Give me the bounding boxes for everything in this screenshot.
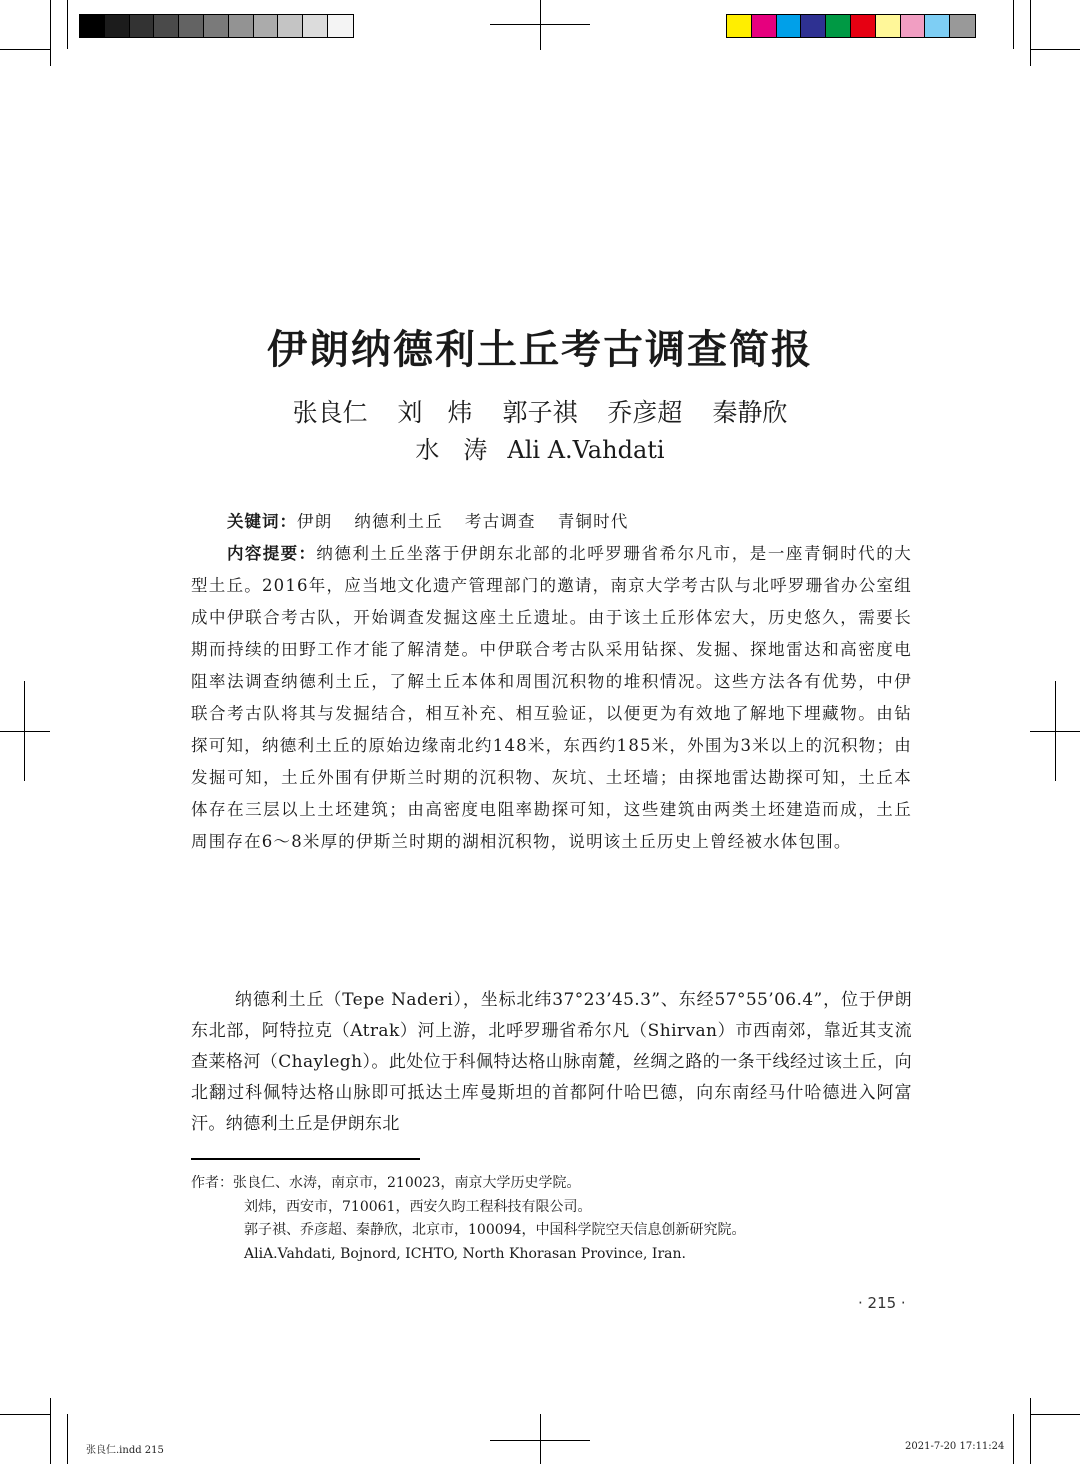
crop-mark-tl-v	[50, 0, 51, 66]
color-swatch	[777, 15, 802, 37]
author-cn: 水 涛	[415, 436, 488, 464]
crop-mark-br-v2	[1013, 1414, 1014, 1464]
gray-swatch	[278, 15, 303, 37]
color-swatch	[925, 15, 950, 37]
crop-mark-tr-v2	[1013, 0, 1014, 49]
crop-mark-left-center-h	[0, 731, 50, 732]
gray-swatch	[130, 15, 155, 37]
gray-swatch	[328, 15, 353, 37]
color-swatch	[727, 15, 752, 37]
color-swatch	[851, 15, 876, 37]
crop-mark-tl-v2	[67, 0, 68, 49]
crop-mark-br-h	[1030, 1414, 1080, 1415]
gray-swatch	[154, 15, 179, 37]
abstract-text: 纳德利土丘坐落于伊朗东北部的北呼罗珊省希尔凡市，是一座青铜时代的大型土丘。2016年，应当地文化遗产管理部门的邀请，南京大学考古队与北呼罗珊省办公室组成中伊联合考古队，开始调查发掘这座土丘遗址。由于该土丘形体宏大，历史悠久，需要长期而持续的田野工作才能了解清楚。中伊联合考古队采用钻探、发掘、探地雷达和高密度电阻率法调查纳德利土丘，了解土丘本体和周围沉积物的堆积情况。这些方法各有优势，中伊联合考古队将其与发掘结合，相互补充、相互验证，以便更为有效地了解地下埋藏物。由钻探可知，纳德利土丘的原始边缘南北约148米，东西约185米，外围为3米以上的沉积物；由发掘可知，土丘外围有伊斯兰时期的沉积物、灰坑、土坯墙；由探地雷达勘探可知，土丘本体存在三层以上土坯建筑；由高密度电阻率勘探可知，这些建筑由两类土坯建造而成，土丘周围存在6～8米厚的伊斯兰时期的湖相沉积物，说明该土丘历史上曾经被水体包围。	[191, 544, 912, 851]
crop-mark-tr-v	[1030, 0, 1031, 66]
crop-mark-bottom-center-h	[490, 1440, 590, 1441]
crop-mark-bottom-center-v	[540, 1414, 541, 1464]
crop-mark-bl-v	[50, 1398, 51, 1464]
crop-mark-top-center-v	[540, 0, 541, 50]
footnote-rule	[191, 1158, 420, 1160]
author-line-2	[0, 430, 1080, 465]
crop-mark-bl-v2	[67, 1414, 68, 1464]
author-footnote	[191, 1172, 921, 1266]
page-number: · 215 ·	[858, 1294, 906, 1312]
color-calibration-bar	[726, 14, 976, 38]
crop-mark-tr-h	[1030, 49, 1080, 50]
abstract-paragraph	[191, 538, 912, 858]
grayscale-bar	[79, 14, 354, 38]
crop-mark-tl-h	[0, 49, 50, 50]
gray-swatch	[254, 15, 279, 37]
gray-swatch	[179, 15, 204, 37]
color-swatch	[801, 15, 826, 37]
footnote-line: AliA.Vahdati, Bojnord, ICHTO, North Khorasan Province, Iran.	[244, 1245, 686, 1262]
footnote-label: 作者：	[191, 1175, 233, 1191]
color-swatch	[876, 15, 901, 37]
footnote-line: 郭子祺、乔彦超、秦静欣，北京市，100094，中国科学院空天信息创新研究院。	[244, 1222, 746, 1238]
gray-swatch	[80, 15, 105, 37]
gray-swatch	[229, 15, 254, 37]
body-paragraph: 纳德利土丘（Tepe Naderi），坐标北纬37°23’45.3”、东经57°55’06.4”，位于伊朗东北部，阿特拉克（Atrak）河上游，北呼罗珊省希尔凡（Shirvan）市西南郊，靠近其支流查莱格河（Chaylegh）。此处位于科佩特达格山脉南麓，丝绸之路的一条干线经过该土丘，向北翻过科佩特达格山脉即可抵达土库曼斯坦的首都阿什哈巴德，向东南经马什哈德进入阿富汗。纳德利土丘是伊朗东北	[191, 990, 912, 1134]
color-swatch	[752, 15, 777, 37]
keyword: 青铜时代	[557, 512, 629, 531]
slug-timestamp: 2021-7-20 17:11:24	[905, 1441, 1005, 1452]
slug-file: 张良仁.indd 215	[86, 1445, 164, 1456]
crop-mark-top-center-h	[490, 24, 590, 25]
author-line-1: 张良仁 刘 炜 郭子祺 乔彦超 秦静欣	[292, 398, 788, 427]
crop-mark-br-v	[1030, 1398, 1031, 1464]
keywords-label: 关键词：	[227, 512, 297, 531]
crop-mark-right-center-v	[1055, 681, 1056, 781]
keyword: 纳德利土丘	[354, 512, 443, 531]
color-swatch	[950, 15, 975, 37]
color-swatch	[826, 15, 851, 37]
abstract-section	[191, 506, 912, 858]
color-swatch	[901, 15, 926, 37]
article-title: 伊朗纳德利土丘考古调查简报	[267, 326, 813, 373]
gray-swatch	[204, 15, 229, 37]
gray-swatch	[105, 15, 130, 37]
crop-mark-bl-h	[0, 1414, 50, 1415]
footnote-line: 作者：张良仁、水涛，南京市，210023，南京大学历史学院。	[191, 1175, 581, 1191]
footnote-line: 刘炜，西安市，710061，西安久昀工程科技有限公司。	[244, 1198, 592, 1215]
keyword: 伊朗	[297, 512, 333, 531]
keywords-line	[191, 506, 912, 538]
keyword: 考古调查	[464, 512, 536, 531]
gray-swatch	[303, 15, 328, 37]
author-en: Ali A.Vahdati	[507, 436, 665, 464]
crop-mark-left-center-v	[24, 681, 25, 781]
abstract-label: 内容提要：	[227, 544, 317, 563]
